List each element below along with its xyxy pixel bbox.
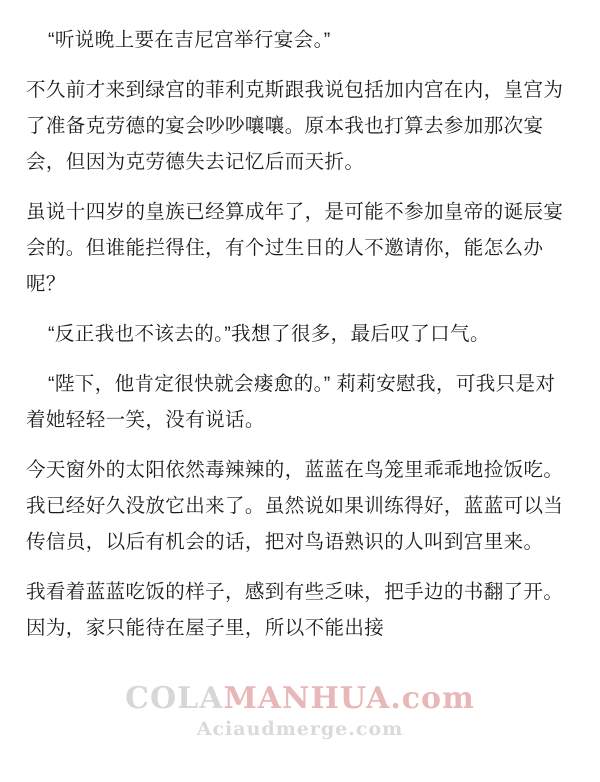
watermark-main bbox=[0, 681, 600, 716]
paragraph: “听说晚上要在吉尼宫举行宴会。” bbox=[48, 29, 331, 51]
watermark-sub: Aciaudmerge.com bbox=[196, 718, 404, 740]
paragraph: 不久前才来到绿宫的菲利克斯跟我说包括加内宫在内，皇宫为了准备克劳德的宴会吵吵嚷嚷。原本我也打算去参加那次宴会，但因为克劳德失去记忆后而天折。 bbox=[26, 79, 564, 173]
bottom-fade bbox=[0, 756, 600, 782]
paragraph: 虽说十四岁的皇族已经算成年了，是可能不参加皇帝的诞辰宴会的。但谁能拦得住，有个过生日的人不邀请你，能怎么办呢？ bbox=[26, 201, 564, 295]
paragraph: 我看着蓝蓝吃饭的样子，感到有些乏味，把手边的书翻了开。因为，家只能待在屋子里，所以不能出接 bbox=[26, 581, 564, 639]
watermark-main-mid: MANHUA bbox=[223, 681, 391, 716]
paragraph: 今天窗外的太阳依然毒辣辣的，蓝蓝在鸟笼里乖乖地捡饭吃。我已经好久没放它出来了。虽然说如果训练得好，蓝蓝可以当传信员，以后有机会的话，把对鸟语熟识的人叫到宫里来。 bbox=[26, 459, 564, 553]
watermark-main-prefix: COLA bbox=[125, 681, 224, 716]
watermark bbox=[0, 681, 600, 740]
watermark-main-suffix: .com bbox=[390, 681, 475, 716]
paragraph: “反正我也不该去的。”我想了很多，最后叹了口气。 bbox=[48, 323, 490, 345]
paragraph: “陛下，他肯定很快就会瘘愈的。” 莉莉安慰我，可我只是对着她轻轻一笑，没有说话。 bbox=[26, 373, 556, 431]
